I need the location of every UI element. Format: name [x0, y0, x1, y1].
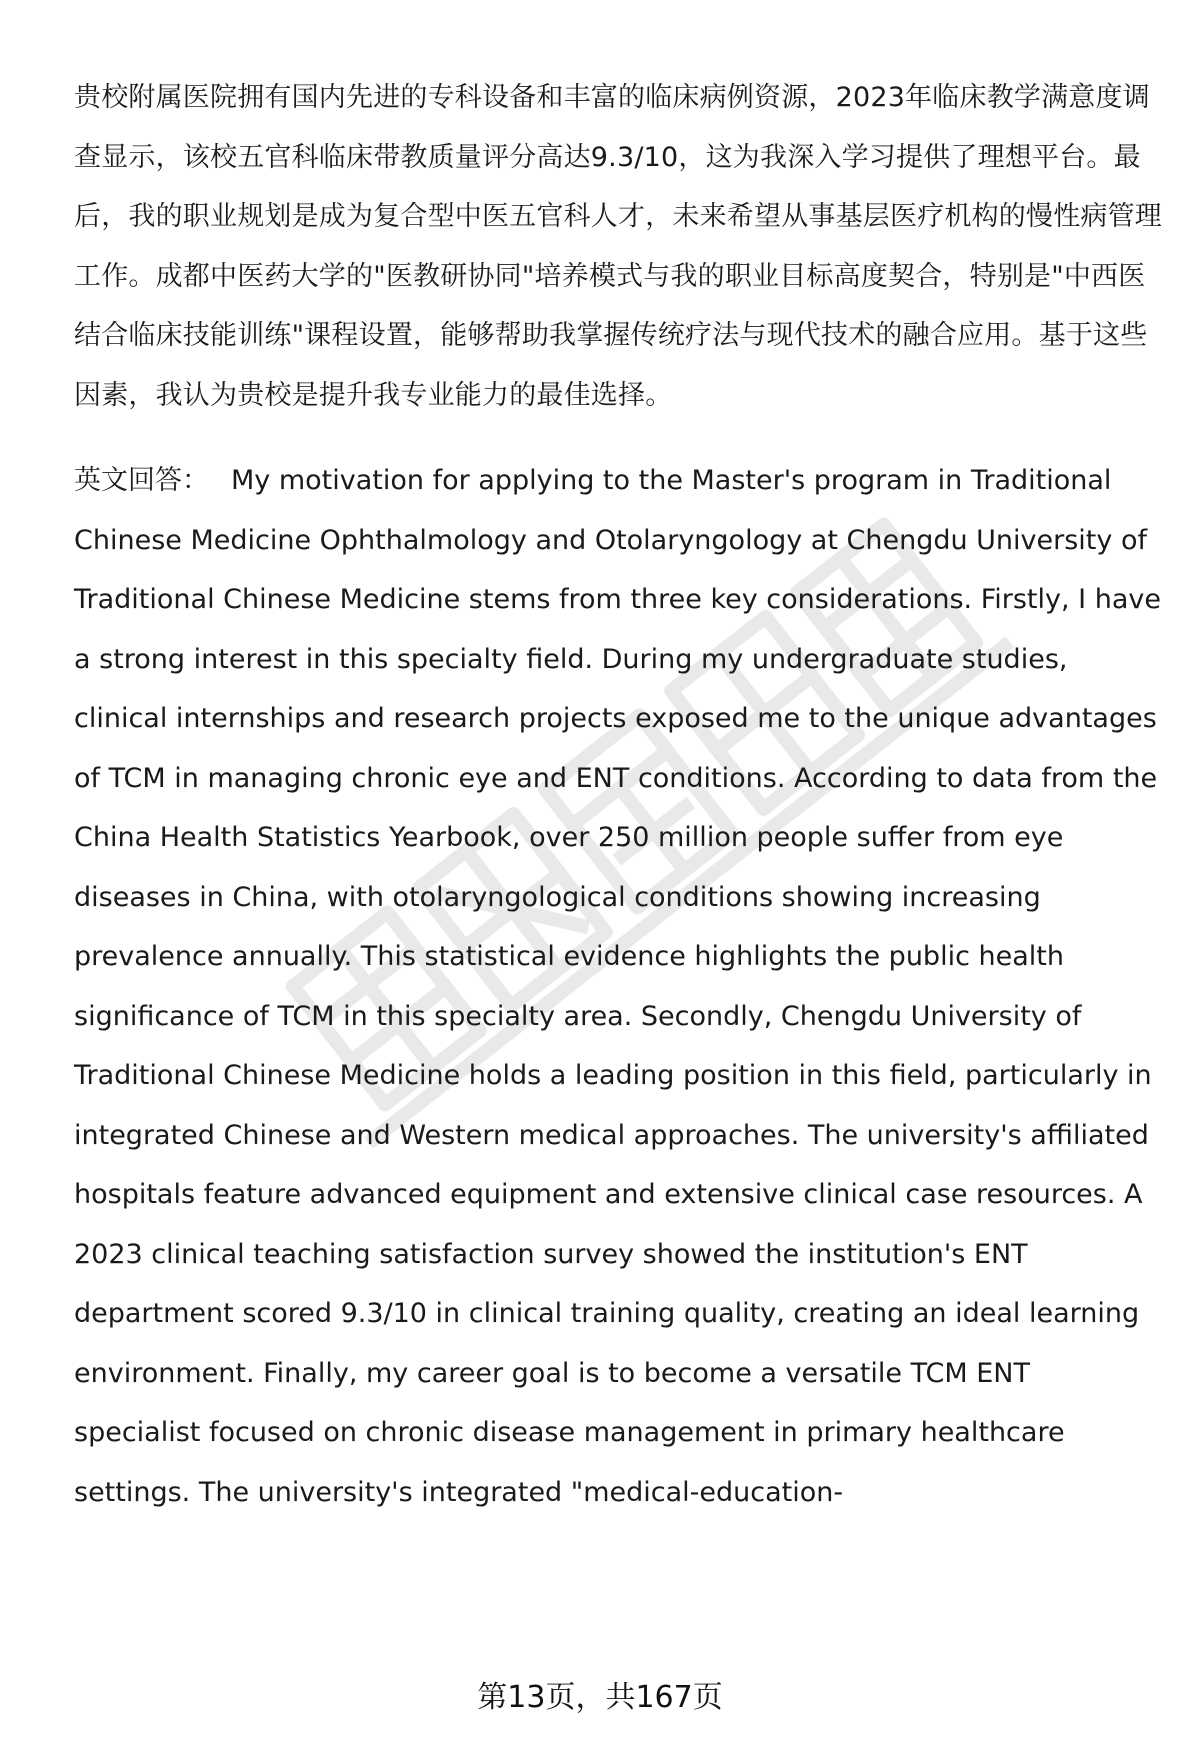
english-answer-label: 英文回答：: [74, 465, 209, 496]
paragraph-spacer: [74, 425, 1164, 451]
document-body: [74, 68, 1164, 1522]
chinese-paragraph: 贵校附属医院拥有国内先进的专科设备和丰富的临床病例资源，2023年临床教学满意度调查显示，该校五官科临床带教质量评分高达9.3/10，这为我深入学习提供了理想平台。最后，我的职业规划是成为复合型中医五官科人才，未来希望从事基层医疗机构的慢性病管理工作。成都中医药大学的"医教研协同"培养模式与我的职业目标高度契合，特别是"中西医结合临床技能训练"课程设置，能够帮助我掌握传统疗法与现代技术的融合应用。基于这些因素，我认为贵校是提升我专业能力的最佳选择。: [74, 82, 1162, 411]
page-number-footer: 第13页，共167页: [477, 1680, 723, 1715]
english-answer-paragraph: [74, 451, 1164, 1522]
english-answer-text: My motivation for applying to the Master's program in Traditional Chinese Medicine Ophthalmology and Otolaryngology at Chengdu University of Traditional Chinese Medicine stems from three key considerations. Firstly, I have a strong interest in this specialty field. During my undergraduate studies, clinical internships and research projects exposed me to the unique advantages of TCM in managing chronic eye and ENT conditions. According to data from the China Health Statistics Yearbook, over 250 million people suffer from eye diseases in China, with otolaryngological conditions showing increasing prevalence annually. This statistical evidence highlights the public health significance of TCM in this specialty area. Secondly, Chengdu University of Traditional Chinese Medicine holds a leading position in this field, particularly in integrated Chinese and Western medical approaches. The university's affiliated hospitals feature advanced equipment and extensive clinical case resources. A 2023 clinical teaching satisfaction survey showed the institution's ENT department scored 9.3/10 in clinical training quality, creating an ideal learning environment. Finally, my career goal is to become a versatile TCM ENT specialist focused on chronic disease management in primary healthcare settings. The university's integrated "medical-education-: [74, 465, 1161, 1508]
